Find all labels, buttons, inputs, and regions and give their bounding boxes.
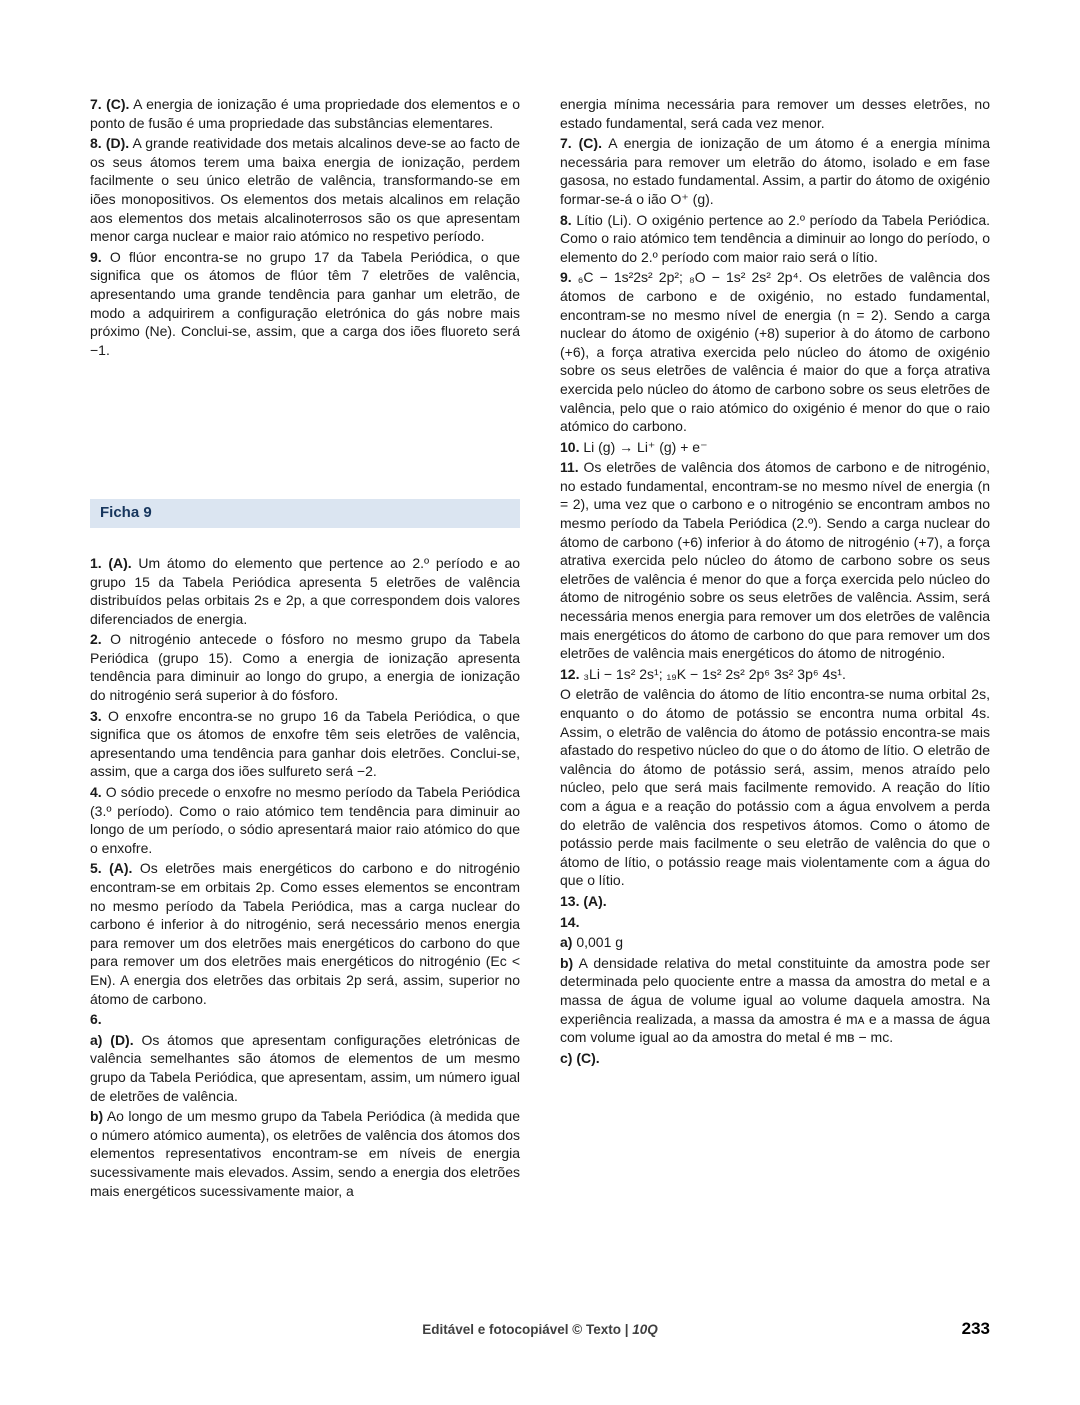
answer-number: 3.	[90, 707, 102, 724]
answer-number: 9.	[90, 248, 102, 265]
answer-text: O nitrogénio antecede o fósforo no mesmo grupo da Tabela Periódica (grupo 15). Como a energia de ionização apresenta tendência para diminuir ao longo do grupo, a energia de ionização do nitrogénio será superior à do fósforo.	[90, 631, 520, 704]
answer-paragraph-r13	[560, 892, 990, 911]
answer-number: a)	[560, 934, 573, 951]
answer-paragraph-r8	[560, 211, 990, 267]
answer-text: O flúor encontra-se no grupo 17 da Tabela Periódica, o que significa que os átomos de flúor têm 7 eletrões de valência, apresentando uma grande tendência para ganhar um eletrão, de modo a adquirirem a configuração eletrónica do gás nobre mais próximo (Ne). Conclui-se, assim, que a carga dos iões fluoreto será −1.	[90, 248, 520, 358]
footer-text	[90, 1322, 990, 1337]
answer-number: 9.	[560, 269, 572, 286]
answer-text: 0,001 g	[576, 934, 624, 951]
answer-paragraph-6b	[90, 1107, 520, 1200]
answer-paragraph-r10	[560, 438, 990, 457]
answer-text: A densidade relativa do metal constituinte da amostra pode ser determinada pelo quociente entre a massa da amostra do metal e a massa de água de volume igual ao volume daquela amostra. Na experiência realizada, a massa da amostra é mᴀ e a massa de água com volume igual ao da amostra do metal é mʙ − mᴄ.	[560, 954, 990, 1046]
answer-number: 7. (C).	[90, 96, 130, 112]
two-column-layout	[90, 95, 990, 1202]
answer-text: Ao longo de um mesmo grupo da Tabela Periódica (à medida que o número atómico aumenta), os eletrões de valência dos átomos dos elementos representativos encontram-se em níveis de energia sucessivamente mais elevados. Assim, sendo a energia dos eletrões mais energéticos sucessivamente maior, a	[90, 1108, 520, 1199]
page-footer	[90, 1319, 990, 1348]
footer-imprint: Editável e fotocopiável © Texto |	[422, 1322, 633, 1337]
answer-number: b)	[90, 1108, 104, 1125]
answer-number: 12.	[560, 665, 580, 682]
answer-paragraph-r14	[560, 913, 990, 932]
left-column	[90, 95, 520, 1202]
answer-text: ₆C − 1s²2s² 2p²; ₈O − 1s² 2s² 2p⁴. Os eletrões de valência dos átomos de carbono e de oxigénio, no estado fundamental, encontram-se no mesmo nível de energia (n = 2). Sendo a carga nuclear do átomo de oxigénio (+8) superior à do átomo de carbono (+6), a força atrativa exercida pelo núcleo do átomo de oxigénio sobre os seus eletrões de valência é maior do que a força atrativa exercida pelo núcleo do átomo de carbono sobre os seus eletrões de valência, pelo que o raio atómico do oxigénio é menor do que o raio atómico do carbono.	[560, 269, 991, 435]
answer-number: c) (C).	[560, 1049, 600, 1066]
answer-number: 10.	[560, 438, 580, 455]
answer-paragraph-r11	[560, 458, 990, 663]
answer-paragraph-6	[90, 1010, 520, 1029]
answer-paragraph-r12	[560, 665, 990, 684]
right-column	[560, 95, 990, 1202]
section-header-ficha9: Ficha 9	[90, 499, 520, 528]
answer-text: O sódio precede o enxofre no mesmo período da Tabela Periódica (3.º período). Como o raio atómico tem tendência para diminuir ao longo de um período, o sódio apresentará maior raio atómico do que o enxofre.	[90, 784, 520, 856]
answer-number: 14.	[560, 913, 580, 930]
answer-text: A energia de ionização é uma propriedade dos elementos e o ponto de fusão é uma propriedade das substâncias elementares.	[90, 96, 521, 131]
answer-paragraph-r7	[560, 134, 990, 208]
answer-number: 2.	[90, 631, 102, 648]
answer-paragraph-8	[90, 134, 520, 246]
answer-number: 1. (A).	[90, 554, 132, 571]
answer-paragraph-r9	[560, 268, 990, 435]
answer-number: a) (D).	[90, 1031, 134, 1048]
answer-number: b)	[560, 954, 574, 971]
page-number: 233	[961, 1319, 990, 1338]
answer-number: 4.	[90, 784, 102, 801]
answer-paragraph-3	[90, 707, 520, 781]
answer-number: 8. (D).	[90, 135, 130, 152]
answer-paragraph-2	[90, 630, 520, 704]
answer-paragraph-5	[90, 859, 520, 1008]
answer-paragraph-r12-body	[560, 685, 990, 890]
answer-paragraph-9	[90, 248, 520, 360]
answer-text: O enxofre encontra-se no grupo 16 da Tabela Periódica, o que significa que os átomos de enxofre têm seis eletrões de valência, apresentando uma tendência para ganhar dois eletrões. Conclui-se, assim, que a carga dos iões sulfureto será −2.	[90, 707, 521, 780]
answer-paragraph-r14c	[560, 1049, 990, 1068]
answer-text: O eletrão de valência do átomo de lítio encontra-se numa orbital 2s, enquanto o do átomo de potássio se encontra numa orbital 4s. Assim, o eletrão de valência do átomo de potássio encontra-se mais afastado do respetivo núcleo do que o do átomo de lítio. O eletrão de valência do átomo de potássio será, assim, menos atraído pelo núcleo, pelo que será mais facilmente removido. A reação do lítio com a água e a reação do potássio com a água envolvem a perda do eletrão de valência dos respetivos átomos. Como o átomo de potássio perde mais facilmente o seu eletrão de valência do que o átomo de lítio, o potássio reage mais violentamente com a água do que o lítio.	[560, 686, 990, 889]
answer-text: A grande reatividade dos metais alcalinos deve-se ao facto de os seus átomos terem uma baixa energia de ionização, perdem facilmente o seu único eletrão de valência, transformando-se em iões monopositivos. Os elementos dos metais alcalinos em relação aos elementos dos metais alcalinoterrosos são os que apresentam menor carga nuclear e maior raio atómico no respetivo período.	[90, 135, 520, 245]
answer-paragraph-r14b	[560, 954, 990, 1047]
answer-text: Os eletrões de valência dos átomos de carbono e de nitrogénio, no estado fundamental, encontram-se no mesmo nível de energia (n = 2), uma vez que o carbono e o nitrogénio se encontram ambos no mesmo período da Tabela Periódica (2.º). Sendo a carga nuclear do átomo de carbono (+6) inferior à do átomo de nitrogénio (+7), a força atrativa exercida pelo núcleo do átomo de carbono sobre os seus eletrões de valência é menor do que a força exercida pelo núcleo do átomo de nitrogénio sobre os seus eletrões de valência. Assim, será necessária menos energia para remover um dos eletrões de valência mais energéticos do átomo de carbono do que para remover um dos eletrões de valência mais energéticos do átomo de nitrogénio.	[560, 459, 990, 662]
answer-number: 6.	[90, 1011, 102, 1028]
answer-paragraph-1	[90, 554, 520, 628]
answer-text: ₃Li − 1s² 2s¹; ₁₉K − 1s² 2s² 2p⁶ 3s² 3p⁶ 4s¹.	[583, 665, 846, 682]
answer-paragraph-6a	[90, 1031, 520, 1105]
answer-text: Um átomo do elemento que pertence ao 2.º período e ao grupo 15 da Tabela Periódica apresenta 5 eletrões de valência distribuídos pelas orbitais 2s e 2p, a que correspondem dois valores diferenciados de energia.	[90, 554, 521, 627]
answer-number: 7. (C).	[560, 135, 602, 152]
answer-paragraph-4	[90, 783, 520, 857]
answer-number: 13. (A).	[560, 892, 607, 909]
footer-edition: 10Q	[632, 1322, 658, 1337]
answer-paragraph-7	[90, 95, 520, 132]
answer-text: A energia de ionização de um átomo é a energia mínima necessária para remover um eletrão do átomo, isolado e em fase gasosa, no estado fundamental. Assim, a partir do átomo de oxigénio formar-se-á o ião O⁺ (g).	[560, 135, 990, 207]
answer-text: Os eletrões mais energéticos do carbono e do nitrogénio encontram-se em orbitais 2p. Como esses elementos se encontram no mesmo período da Tabela Periódica, mas a carga nuclear do carbono é inferior à do nitrogénio, será necessário menos energia para remover um dos eletrões mais energéticos do carbono do que para remover um dos eletrões mais energéticos do nitrogénio (Eᴄ < Eɴ). A energia dos eletrões das orbitais 2p será, assim, superior no átomo de carbono.	[90, 860, 521, 1007]
answer-text: energia mínima necessária para remover um desses eletrões, no estado fundamental, será cada vez menor.	[560, 96, 990, 131]
answer-paragraph-r14a	[560, 933, 990, 952]
answer-text: Lítio (Li). O oxigénio pertence ao 2.º período da Tabela Periódica. Como o raio atómico tem tendência a diminuir ao longo do período, o elemento do 2.º período com maior raio será o lítio.	[560, 211, 990, 265]
answer-paragraph-continuation	[560, 95, 990, 132]
answer-number: 5. (A).	[90, 860, 133, 877]
answer-number: 8.	[560, 211, 572, 228]
answer-text: Os átomos que apresentam configurações eletrónicas de valência semelhantes são átomos de elementos de um mesmo grupo da Tabela Periódica, que apresentam, assim, um número igual de eletrões de valência.	[90, 1031, 520, 1104]
answer-text: Li (g) → Li⁺ (g) + e⁻	[583, 438, 708, 455]
answer-number: 11.	[560, 459, 579, 476]
